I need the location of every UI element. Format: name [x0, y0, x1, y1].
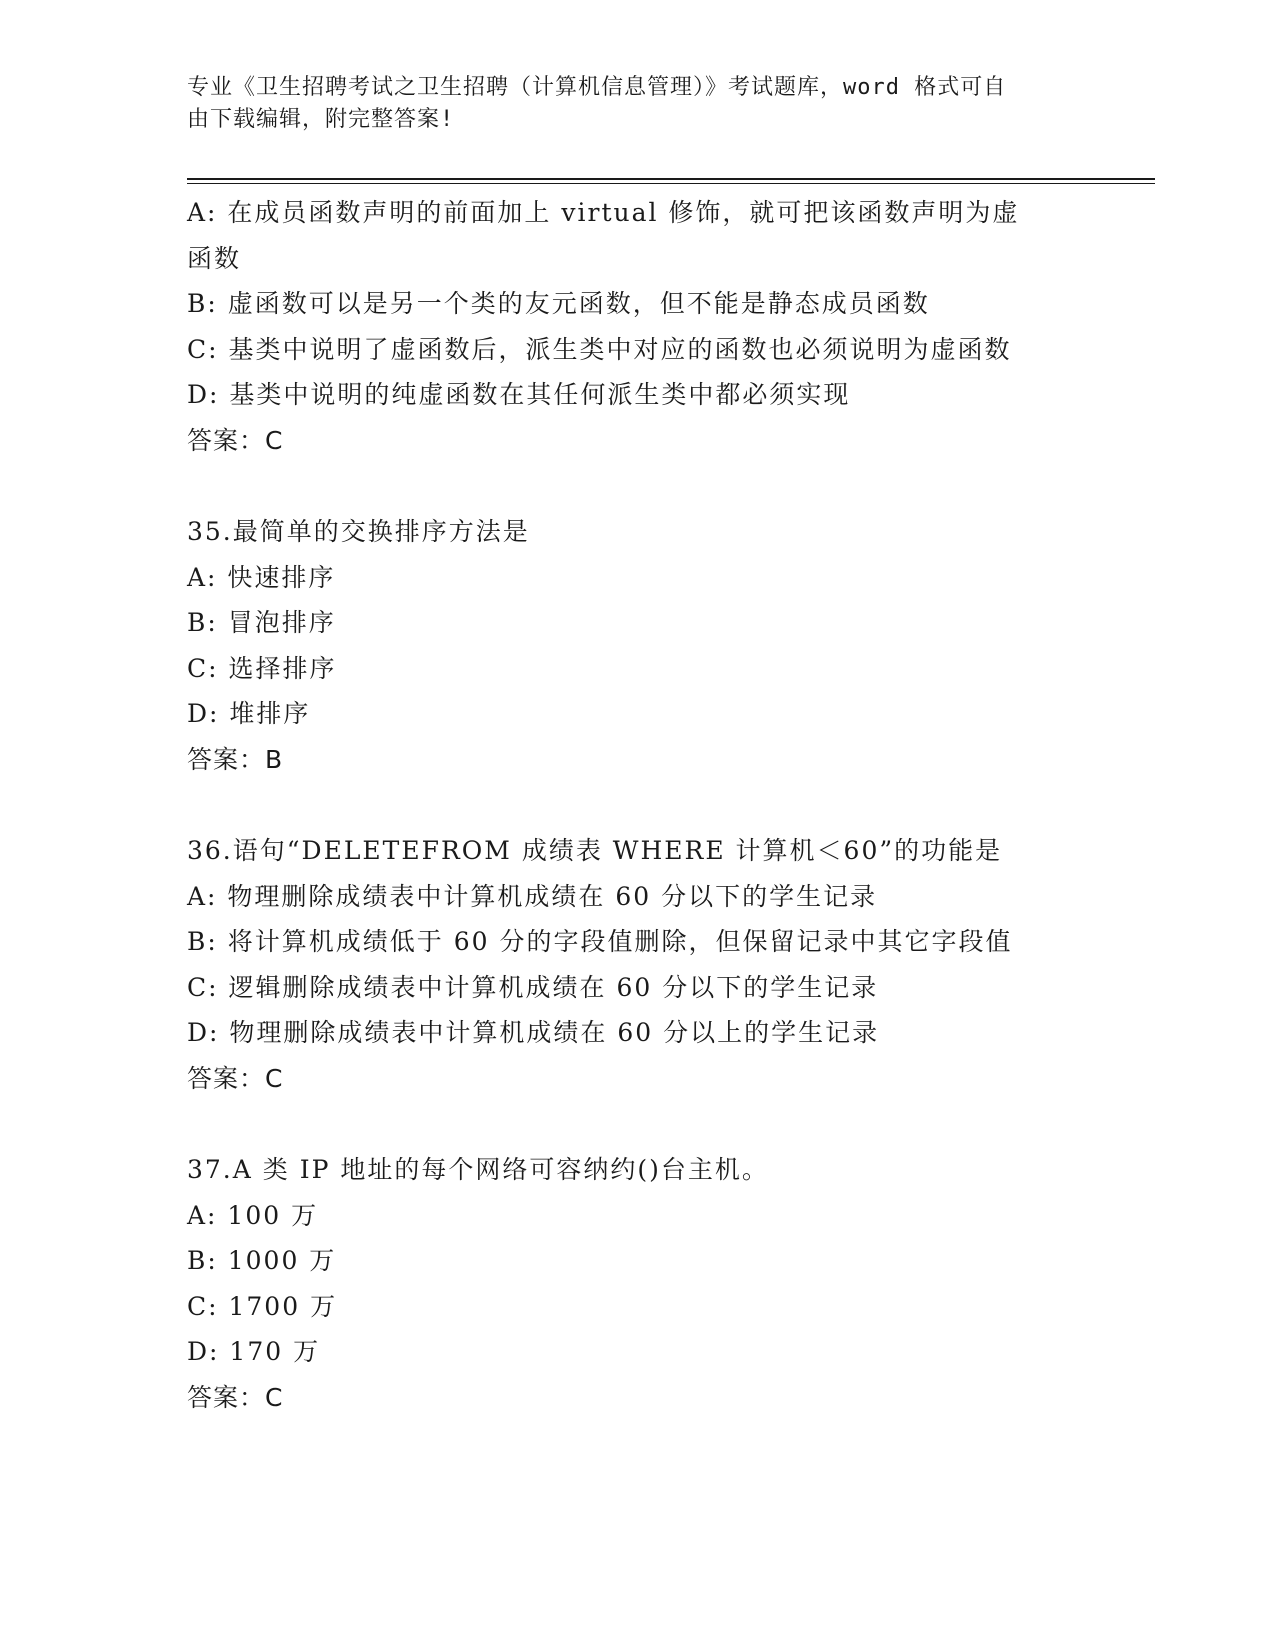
option-d: D: 物理删除成绩表中计算机成绩在 60 分以上的学生记录 [187, 1018, 880, 1047]
option-a: A: 100 万 [187, 1200, 319, 1230]
answer-label: 答案：C [187, 1063, 284, 1093]
option-d: D: 170 万 [187, 1337, 321, 1366]
option-a: A: 物理删除成绩表中计算机成绩在 60 分以下的学生记录 [187, 881, 878, 911]
option-c: C: 选择排序 [187, 653, 337, 683]
option-d: D: 基类中说明的纯虚函数在其任何派生类中都必须实现 [187, 380, 851, 409]
question-36-block [187, 828, 1147, 1101]
answer-label: 答案：C [187, 1382, 284, 1412]
option-c: C: 基类中说明了虚函数后，派生类中对应的函数也必须说明为虚函数 [187, 334, 1012, 364]
option-a: A: 快速排序 [187, 562, 336, 592]
question-text: 36.语句“DELETEFROM 成绩表 WHERE 计算机＜60”的功能是 [187, 836, 1003, 865]
spacer [187, 463, 1147, 509]
question-list [187, 190, 1147, 1420]
option-b: B: 冒泡排序 [187, 608, 336, 637]
option-b: B: 1000 万 [187, 1246, 337, 1275]
option-a-continued: 函数 [187, 243, 242, 273]
option-d: D: 堆排序 [187, 699, 311, 728]
header-line-2: 由下载编辑，附完整答案! [187, 107, 455, 132]
question-37-block [187, 1147, 1147, 1420]
option-b: B: 将计算机成绩低于 60 分的字段值删除，但保留记录中其它字段值 [187, 927, 1013, 956]
header-divider-thin [187, 183, 1155, 184]
spacer [187, 1101, 1147, 1147]
question-34-block [187, 190, 1147, 463]
answer-label: 答案：B [187, 744, 284, 774]
question-text: 37.A 类 IP 地址的每个网络可容纳约()台主机。 [187, 1155, 769, 1184]
answer-label: 答案：C [187, 425, 284, 455]
header-divider-thick [187, 178, 1155, 180]
option-c: C: 逻辑删除成绩表中计算机成绩在 60 分以下的学生记录 [187, 972, 879, 1002]
option-a: A: 在成员函数声明的前面加上 virtual 修饰，就可把该函数声明为虚 [187, 198, 1020, 227]
document-header [187, 72, 1087, 136]
question-text: 35.最简单的交换排序方法是 [187, 517, 530, 546]
spacer [187, 782, 1147, 828]
header-line-1: 专业《卫生招聘考试之卫生招聘（计算机信息管理）》考试题库，word 格式可自 [187, 75, 1007, 100]
option-c: C: 1700 万 [187, 1291, 338, 1321]
question-35-block [187, 509, 1147, 782]
option-b: B: 虚函数可以是另一个类的友元函数，但不能是静态成员函数 [187, 289, 930, 318]
